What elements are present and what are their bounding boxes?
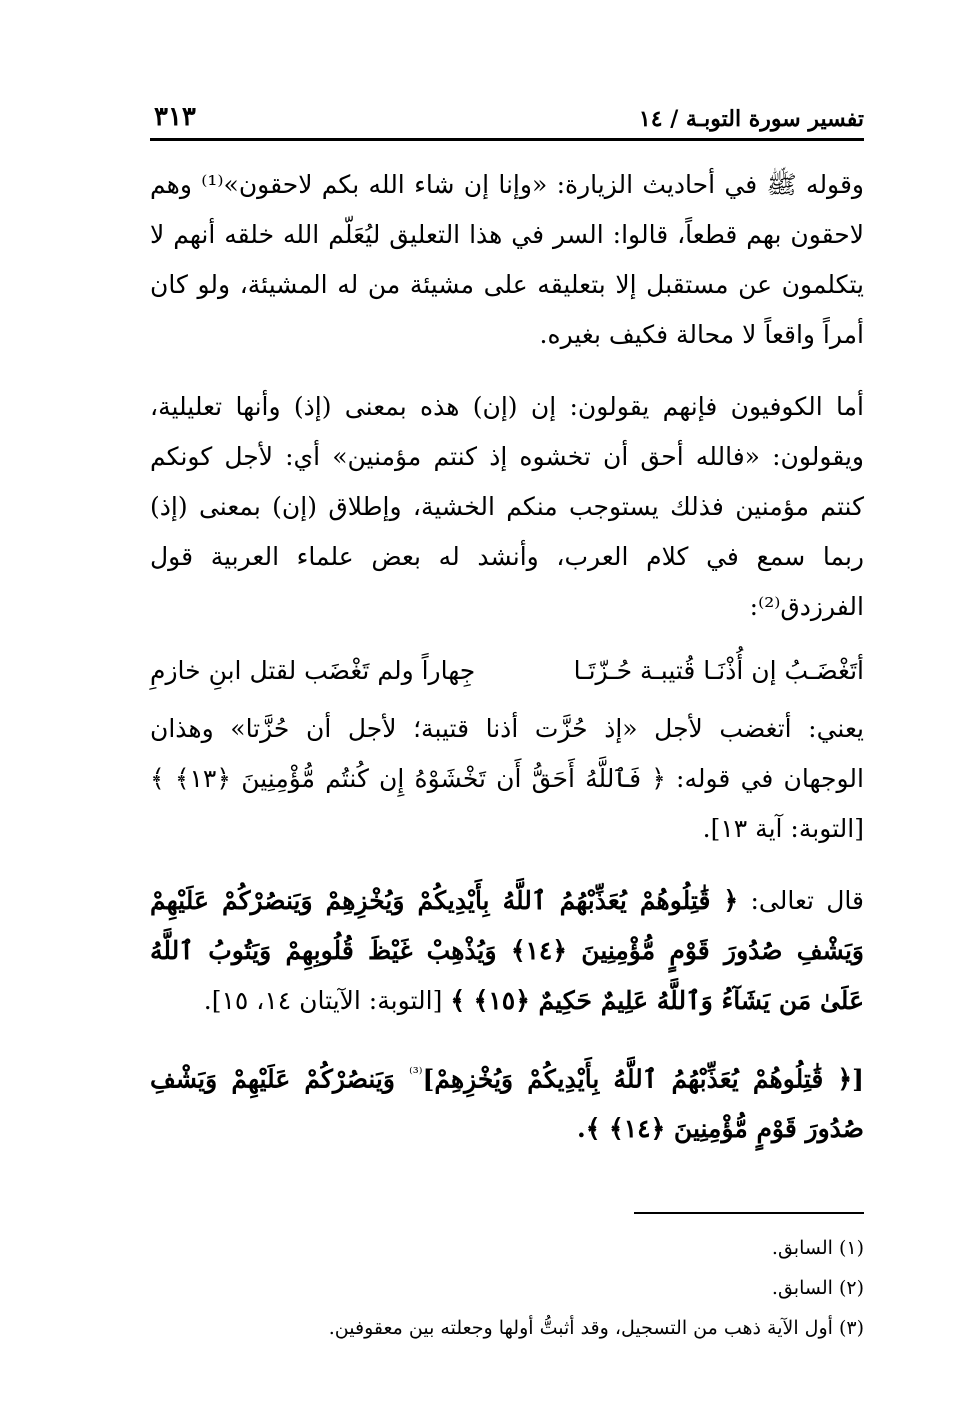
- paragraph-4-intro: قال تعالى:: [738, 886, 864, 915]
- verse-first-hemistich: أتَغْضَـبُ إن أُذْنَـا قُتيبـة حُـزّتَـا: [573, 656, 864, 685]
- paragraph-5: [150, 1048, 864, 1154]
- running-title: تفسير سورة التوبـة / ١٤: [638, 106, 864, 132]
- verse-reference: [التوبة: الآيتان ١٤، ١٥].: [203, 986, 451, 1015]
- paragraph-4: [150, 876, 864, 1026]
- paragraph-2: أما الكوفيون فإنهم يقولون: إن (إن) هذه بمعنى (إذ) وأنها تعليلية، ويقولون: «فالله أحق أن تخشوه إذ كنتم مؤمنين» أي: لأجل كونكم كنتم مؤمنين فذلك يستوجب منكم الخشية، وإطلاق (إن) بمعنى (إذ) ربما سمع في كلام العرب، وأنشد له بعض علماء العربية قول الفرزدق⁽²⁾:: [150, 392, 864, 621]
- footnote-separator: [634, 1212, 864, 1214]
- quran-verses-14-15: ﴿ قَٰتِلُوهُمْ يُعَذِّبْهُمُ ٱللَّهُ بِأَيْدِيكُمْ وَيُخْزِهِمْ وَيَنصُرْكُمْ عَلَيْهِمْ وَيَشْفِ صُدُورَ قَوْمٍ مُّؤْمِنِينَ ﴿١٤﴾ وَيُذْهِبْ غَيْظَ قُلُوبِهِمْ وَيَتُوبُ ٱللَّهُ عَلَىٰ مَن يَشَآءُ وَٱللَّهُ عَلِيمٌ حَكِيمٌ ﴿١٥﴾ ﴾: [150, 886, 864, 1015]
- footnotes: [150, 1228, 864, 1348]
- verse-second-hemistich: جِهاراً ولم تَغْضَب لقتل ابنِ خازمِ: [150, 656, 476, 685]
- quran-verse-14-part-a: [﴿ قَٰتِلُوهُمْ يُعَذِّبْهُمُ ٱللَّهُ بِأَيْدِيكُمْ وَيُخْزِهِمْ]: [422, 1064, 864, 1094]
- footnote-marker-3: ⁽³⁾: [409, 1064, 423, 1082]
- quran-verse-14-part-b: وَيَنصُرْكُمْ عَلَيْهِمْ وَيَشْفِ صُدُورَ قَوْمٍ مُّؤْمِنِينَ ﴿١٤﴾ ﴾.: [150, 1064, 864, 1144]
- footnote-1: (١) السابق.: [771, 1237, 864, 1259]
- poetry-verse: [150, 646, 864, 696]
- footnote-3: (٣) أول الآية ذهب من التسجيل، وقد أثبتُّ أولها وجعلته بين معقوفين.: [328, 1317, 864, 1339]
- paragraph-3: يعني: أتغضب لأجل «إذ حُزَّت أذنا قتيبة؛ لأجل أن حُزَّتا» وهذان الوجهان في قوله: ﴿ فَٱللَّهُ أَحَقُّ أَن تَخْشَوْهُ إِن كُنتُم مُّؤْمِنِينَ ﴿١٣﴾ ﴾ [التوبة: آية ١٣].: [150, 714, 864, 843]
- main-text: [150, 160, 864, 1154]
- page-header: [150, 88, 864, 141]
- page-number: ٣١٣: [154, 102, 196, 132]
- paragraph-1: وقوله ﷺ في أحاديث الزيارة: «وإنا إن شاء الله بكم لاحقون»⁽¹⁾ وهم لاحقون بهم قطعاً، قالوا: السر في هذا التعليق ليُعَلّم الله خلقه أنهم لا يتكلمون عن مستقبل إلا بتعليقه على مشيئة من له المشيئة، ولو كان أمراً واقعاً لا محالة فكيف بغيره.: [150, 170, 864, 349]
- footnote-2: (٢) السابق.: [771, 1277, 864, 1299]
